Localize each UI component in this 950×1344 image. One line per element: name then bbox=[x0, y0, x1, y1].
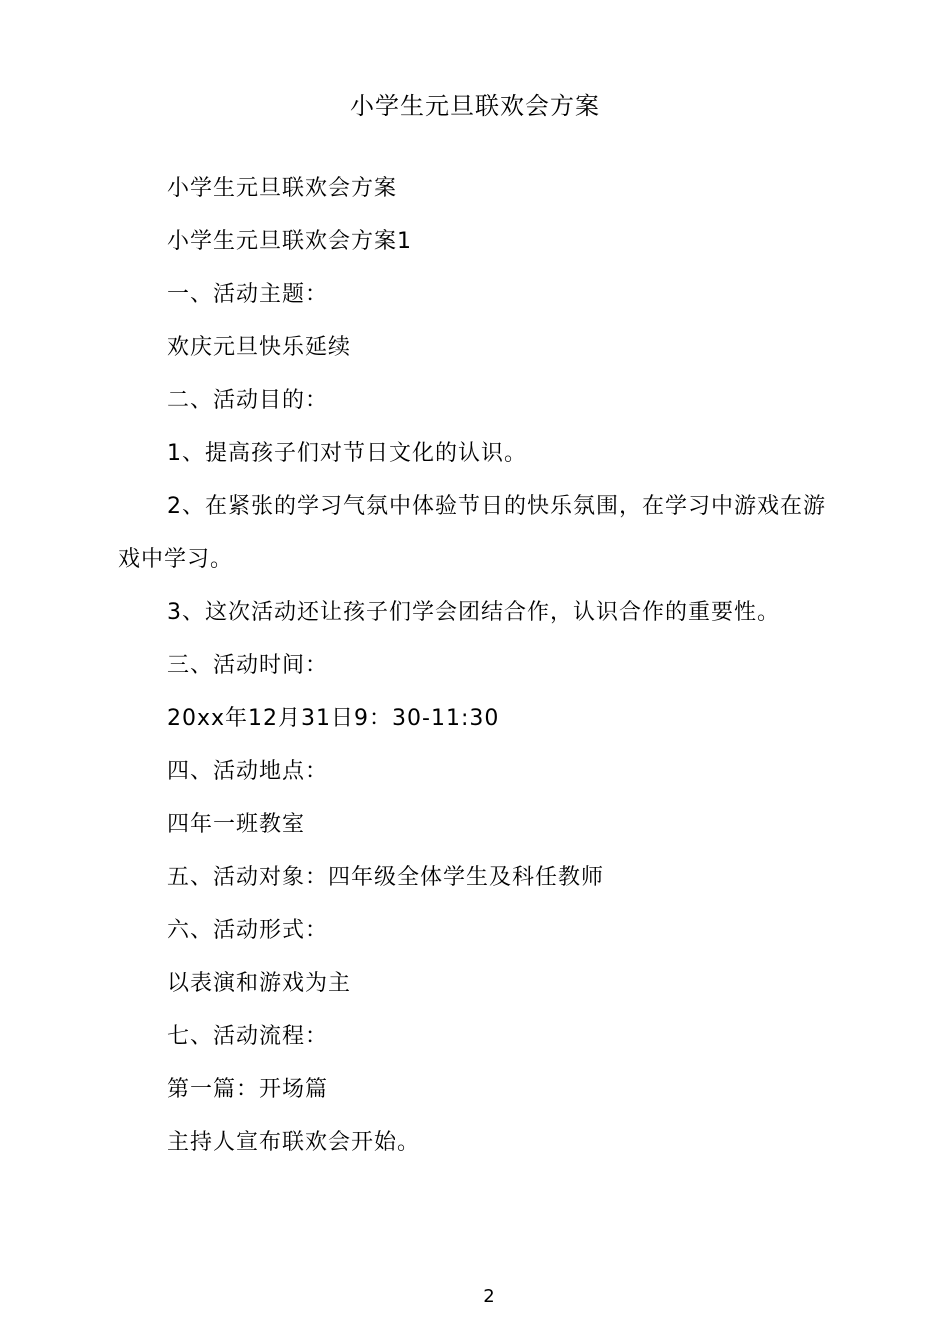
section-format-heading: 六、活动形式： bbox=[167, 918, 329, 943]
document-title: 小学生元旦联欢会方案 bbox=[350, 92, 600, 120]
purpose-item-2: 2、在紧张的学习气氛中体验节日的快乐氛围，在学习中游戏在游戏中学习。 bbox=[118, 494, 826, 572]
section-purpose-heading: 二、活动目的： bbox=[167, 388, 329, 413]
section-theme-heading: 一、活动主题： bbox=[167, 282, 329, 307]
section-time-text: 20xx年12月31日9：30-11:30 bbox=[167, 706, 500, 731]
section-theme-text: 欢庆元旦快乐延续 bbox=[167, 335, 352, 360]
process-part-1-heading: 第一篇：开场篇 bbox=[167, 1077, 329, 1102]
section-audience-text: 五、活动对象：四年级全体学生及科任教师 bbox=[167, 865, 605, 890]
paragraph-subheading: 小学生元旦联欢会方案1 bbox=[167, 229, 412, 254]
section-location-heading: 四、活动地点： bbox=[167, 759, 329, 784]
purpose-item-1: 1、提高孩子们对节日文化的认识。 bbox=[167, 441, 527, 466]
page-number: 2 bbox=[483, 1286, 495, 1307]
section-time-heading: 三、活动时间： bbox=[167, 653, 329, 678]
purpose-item-3: 3、这次活动还让孩子们学会团结合作，认识合作的重要性。 bbox=[167, 600, 780, 625]
section-location-text: 四年一班教室 bbox=[167, 812, 306, 837]
section-process-heading: 七、活动流程： bbox=[167, 1024, 329, 1049]
process-part-1-text: 主持人宣布联欢会开始。 bbox=[167, 1130, 421, 1155]
section-format-text: 以表演和游戏为主 bbox=[167, 971, 352, 996]
paragraph-heading: 小学生元旦联欢会方案 bbox=[167, 176, 398, 201]
